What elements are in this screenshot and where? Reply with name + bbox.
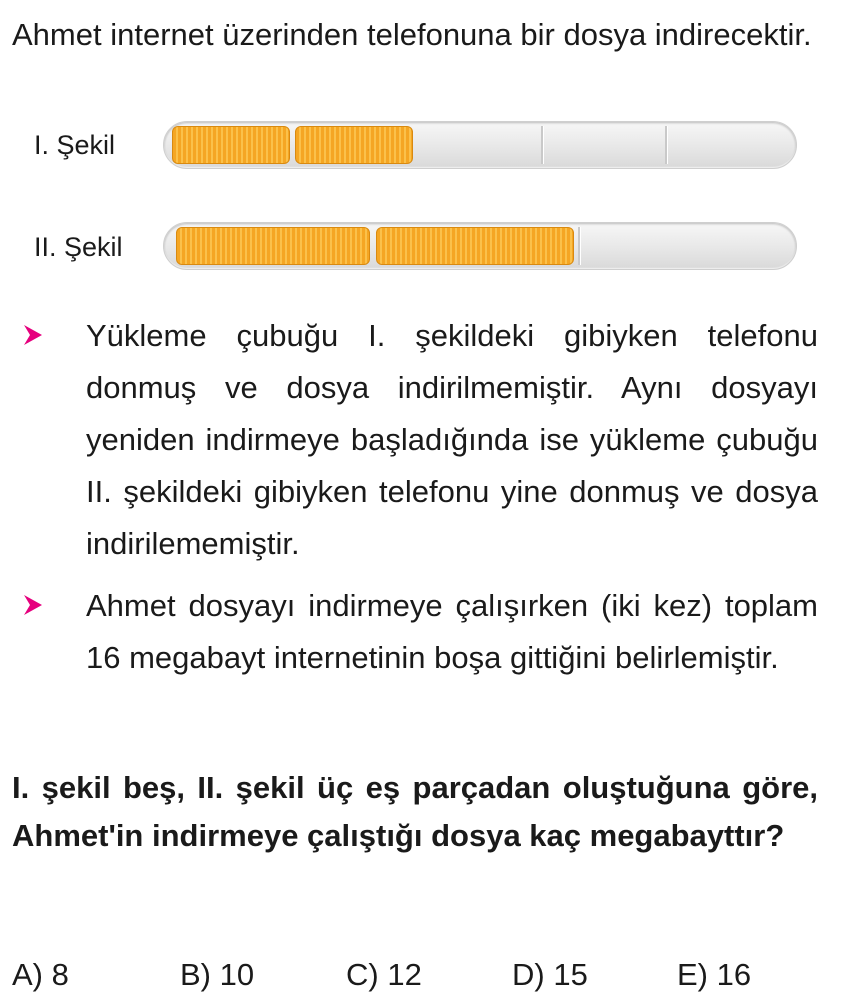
bar2-filled-segment [176, 227, 370, 265]
progress-bar-2 [163, 222, 797, 270]
progress-bar-1 [163, 121, 797, 169]
bar1-filled-segment [295, 126, 413, 164]
bar1-divider [665, 126, 667, 164]
answer-options [12, 950, 852, 1000]
option-d[interactable]: D) 15 [512, 957, 588, 992]
option-e[interactable]: E) 16 [677, 957, 752, 992]
bar1-filled-segment [172, 126, 290, 164]
figure-1-label: I. Şekil [34, 130, 116, 160]
bar2-divider [578, 227, 580, 265]
figure-2-label: II. Şekil [34, 232, 123, 262]
option-a[interactable]: A) 8 [12, 957, 69, 992]
arrow-icon [22, 594, 44, 616]
arrow-icon [22, 324, 44, 346]
question-text: I. şekil beş, II. şekil üç eş parçadan oluştuğuna göre, Ahmet'in indirmeye çalıştığı dosya kaç megabayttır? [12, 770, 818, 853]
bullet-text: Ahmet dosyayı indirmeye çalışırken (iki kez) toplam 16 megabayt internetinin boşa gittiğini belirlemiştir. [86, 588, 818, 675]
bar2-filled-segment [376, 227, 574, 265]
bar1-divider [541, 126, 543, 164]
option-b[interactable]: B) 10 [180, 957, 255, 992]
option-c[interactable]: C) 12 [346, 957, 422, 992]
intro-text: Ahmet internet üzerinden telefonuna bir dosya indirecektir. [12, 17, 812, 52]
bullet-text: Yükleme çubuğu I. şekildeki gibiyken telefonu donmuş ve dosya indirilmemiştir. Aynı dosyayı yeniden indirmeye başladığında ise yükleme çubuğu II. şekildeki gibiyken telefonu yine donmuş ve dosya indirilememiştir. [86, 318, 818, 561]
